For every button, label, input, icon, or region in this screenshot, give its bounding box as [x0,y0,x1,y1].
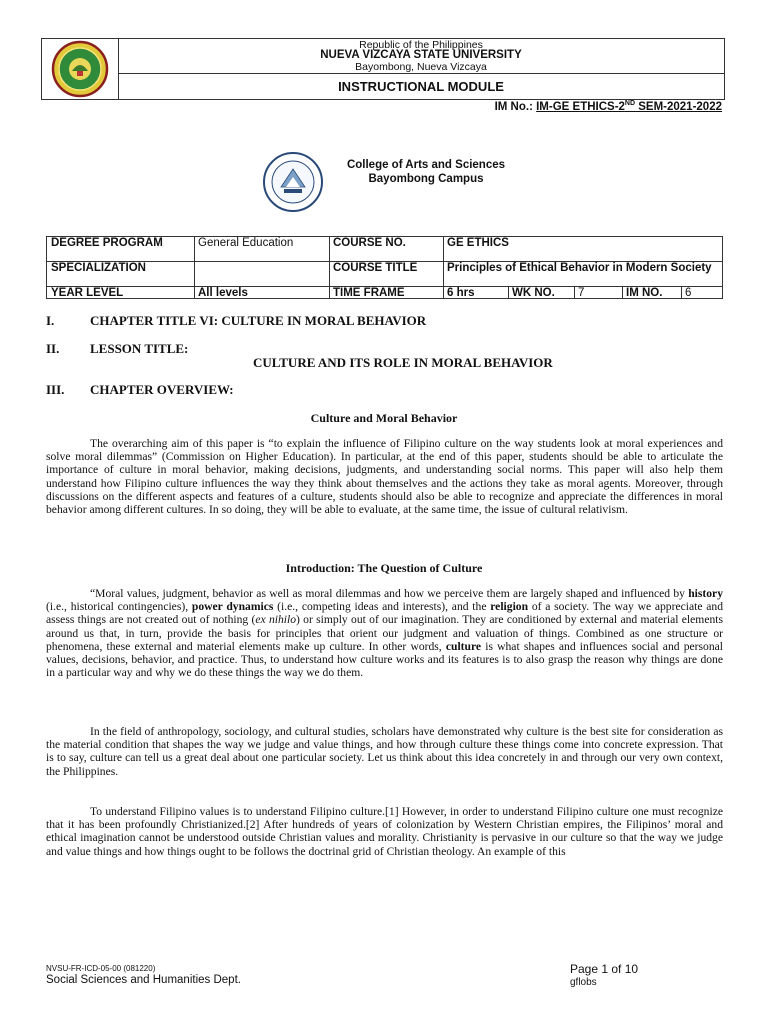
year-level-value: All levels [198,287,248,299]
course-info-table [46,236,723,299]
lesson-title: CULTURE AND ITS ROLE IN MORAL BEHAVIOR [253,355,553,370]
course-title-label: COURSE TITLE [333,262,418,274]
heading-question-of-culture: Introduction: The Question of Culture [285,561,483,575]
section-1-number: I. [46,313,55,328]
im-no-value: 6 [685,287,692,299]
college-name: College of Arts and Sciences [346,159,506,171]
section-2-title: LESSON TITLE: [90,341,189,356]
university-seal-logo [42,39,118,99]
paragraph-anthropology: In the field of anthropology, sociology, and cultural studies, scholars have demonstrated why culture is the best site for consideration as the material condition that shapes the way we judge and value things, and how through culture these things come into concrete expression. That is to say, culture can tell us a great deal about one particular society. Let us think about this idea concretely in and through our very own context, the Philippines. [46,725,723,778]
wk-no-value: 7 [578,287,585,299]
university-location: Bayombong, Nueva Vizcaya [355,61,487,73]
heading-culture-moral-behavior: Culture and Moral Behavior [310,411,458,425]
im-no-label: IM NO. [626,287,663,299]
college-block [0,158,768,186]
university-name: NUEVA VIZCAYA STATE UNIVERSITY [320,49,522,61]
section-3-number: III. [46,382,65,397]
footer-left [46,964,241,986]
specialization-label: SPECIALIZATION [51,262,146,274]
university-logo-cell [42,39,119,99]
author-tag: gflobs [570,977,597,988]
footer-right [570,962,638,988]
time-frame-value: 6 hrs [447,287,475,299]
degree-program-value: General Education [198,237,294,249]
paragraph-intro: “Moral values, judgment, behavior as well as moral dilemmas and how we perceive them are largely shaped and influenced by history (i.e., historical contingencies), power dynamics (i.e., competing ideas and interests), and the religion of a society. The way we appreciate and assess things are not created out of nothing (ex nihilo) or simply out of our imagination. They are conditioned by external and material elements around us that, in turn, provide the basis for principles that orient our judgment and valuation of things. Combined as one structure or phenomena, these external and material elements make up culture. In other words, culture is what shapes and influences social and personal values, decisions, behavior, and practice. Thus, to understand how culture works and its features is to also grasp the reason why things are done in a particular way and why we do these things the way we do them. [46,587,723,680]
paragraph-filipino-values: To understand Filipino values is to understand Filipino culture.[1] However, in order to understand Filipino culture one must recognize that it has been profoundly Christianized.[2] After hundreds of years of colonization by Western Christian empires, the Filipinos’ moral and ethical imagination cannot be understood outside Christian values and morality. Christianity is pervasive in our culture so that the way we judge and value things and how things ought to be follows the doctrinal grid of Christian theology. An example of this [46,805,723,858]
paragraph-overview: The overarching aim of this paper is “to explain the influence of Filipino culture on the way students look at moral experiences and solve moral dilemmas” (Commission on Higher Education). In particular, at the end of this paper, students should be able to articulate the importance of culture in moral behavior, making decisions, judgments, and understanding social norms. This paper will also help them understand how Filipino culture influences the way they think about themselves and the actions they take as moral agents. Moreover, through discussions on the different aspects and features of a culture, students should also be able to recognize and appreciate the differences in moral behavior among different cultures. In so doing, they will be able to evaluate, at the same time, the issue of cultural relativism. [46,437,723,517]
college-campus: Bayombong Campus [368,173,484,185]
im-number-value: IM-GE ETHICS-2ND SEM-2021-2022 [536,100,722,113]
im-number [495,100,722,113]
time-frame-label: TIME FRAME [333,287,405,299]
republic-text: Republic of the Philippines [359,39,483,51]
document-header [41,38,725,100]
im-number-label: IM No.: [494,100,533,113]
course-title-value: Principles of Ethical Behavior in Modern Society [447,262,712,274]
form-code: NVSU-FR-ICD-05-00 (081220) [46,964,156,973]
degree-program-label: DEGREE PROGRAM [51,237,163,249]
wk-no-label: WK NO. [512,287,555,299]
section-3-title: CHAPTER OVERVIEW: [90,382,234,397]
department: Social Sciences and Humanities Dept. [46,974,241,986]
module-title: INSTRUCTIONAL MODULE [338,79,504,94]
year-level-label: YEAR LEVEL [51,287,124,299]
course-no-value: GE ETHICS [447,237,509,249]
section-1-title: CHAPTER TITLE VI: CULTURE IN MORAL BEHAVIOR [90,313,427,328]
section-2-number: II. [46,341,60,356]
page-number: Page 1 of 10 [570,962,639,976]
course-no-label: COURSE NO. [333,237,406,249]
